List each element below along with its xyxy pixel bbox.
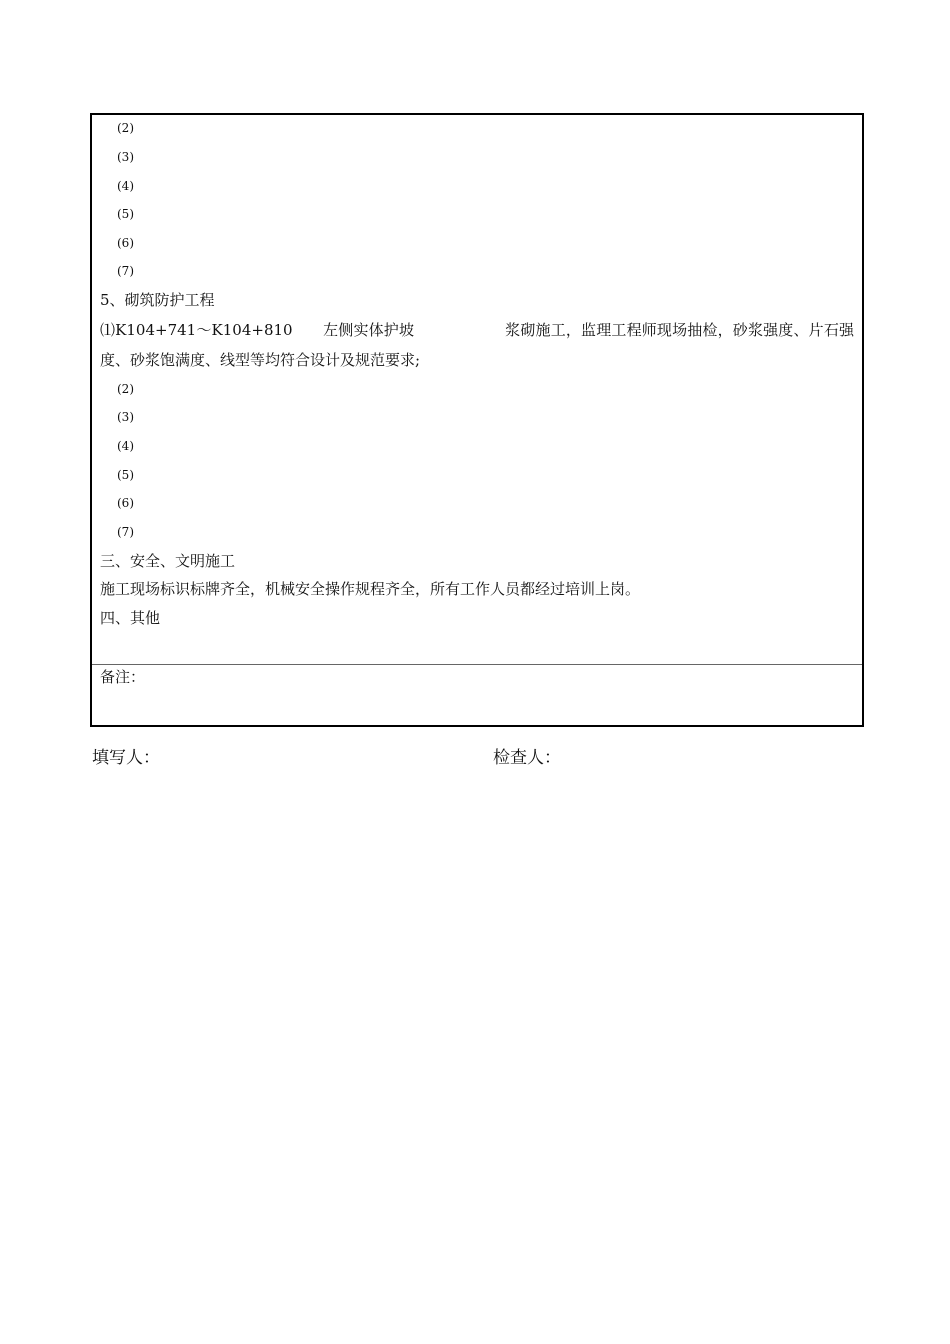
section4-item-5: (5): [117, 207, 134, 221]
section4-item-4: (4): [117, 179, 134, 193]
section4-item-7: (7): [117, 264, 134, 278]
section5-item-2: (2): [117, 382, 134, 396]
section5-item-3: (3): [117, 410, 134, 424]
inspection-form: [90, 113, 864, 727]
remarks-label: 备注：: [100, 668, 146, 686]
safety-heading: 三、安全、文明施工: [100, 552, 236, 570]
filler-label: 填写人：: [92, 748, 160, 768]
section5-item-7: (7): [117, 525, 134, 539]
remarks-cell: [92, 664, 862, 725]
section4-item-2: (2): [117, 121, 134, 135]
section4-item-3: (3): [117, 150, 134, 164]
section5-item1-line2: 度、砂浆饱满度、线型等均符合设计及规范要求;: [100, 351, 421, 369]
section5-item-4: (4): [117, 439, 134, 453]
section5-item-6: (6): [117, 496, 134, 510]
section5-item-5: (5): [117, 468, 134, 482]
section4-item-6: (6): [117, 236, 134, 250]
section5-item1-line1: ⑴K104+741～K104+810 左侧实体护坡 浆砌施工，监理工程师现场抽检，砂浆强度、片石强: [100, 321, 854, 339]
checker-label: 检查人：: [493, 748, 561, 768]
other-heading: 四、其他: [100, 609, 161, 627]
safety-body: 施工现场标识标牌齐全，机械安全操作规程齐全，所有工作人员都经过培训上岗。: [100, 580, 641, 598]
content-cell: [92, 115, 862, 664]
section5-heading: 5、砌筑防护工程: [100, 291, 215, 309]
